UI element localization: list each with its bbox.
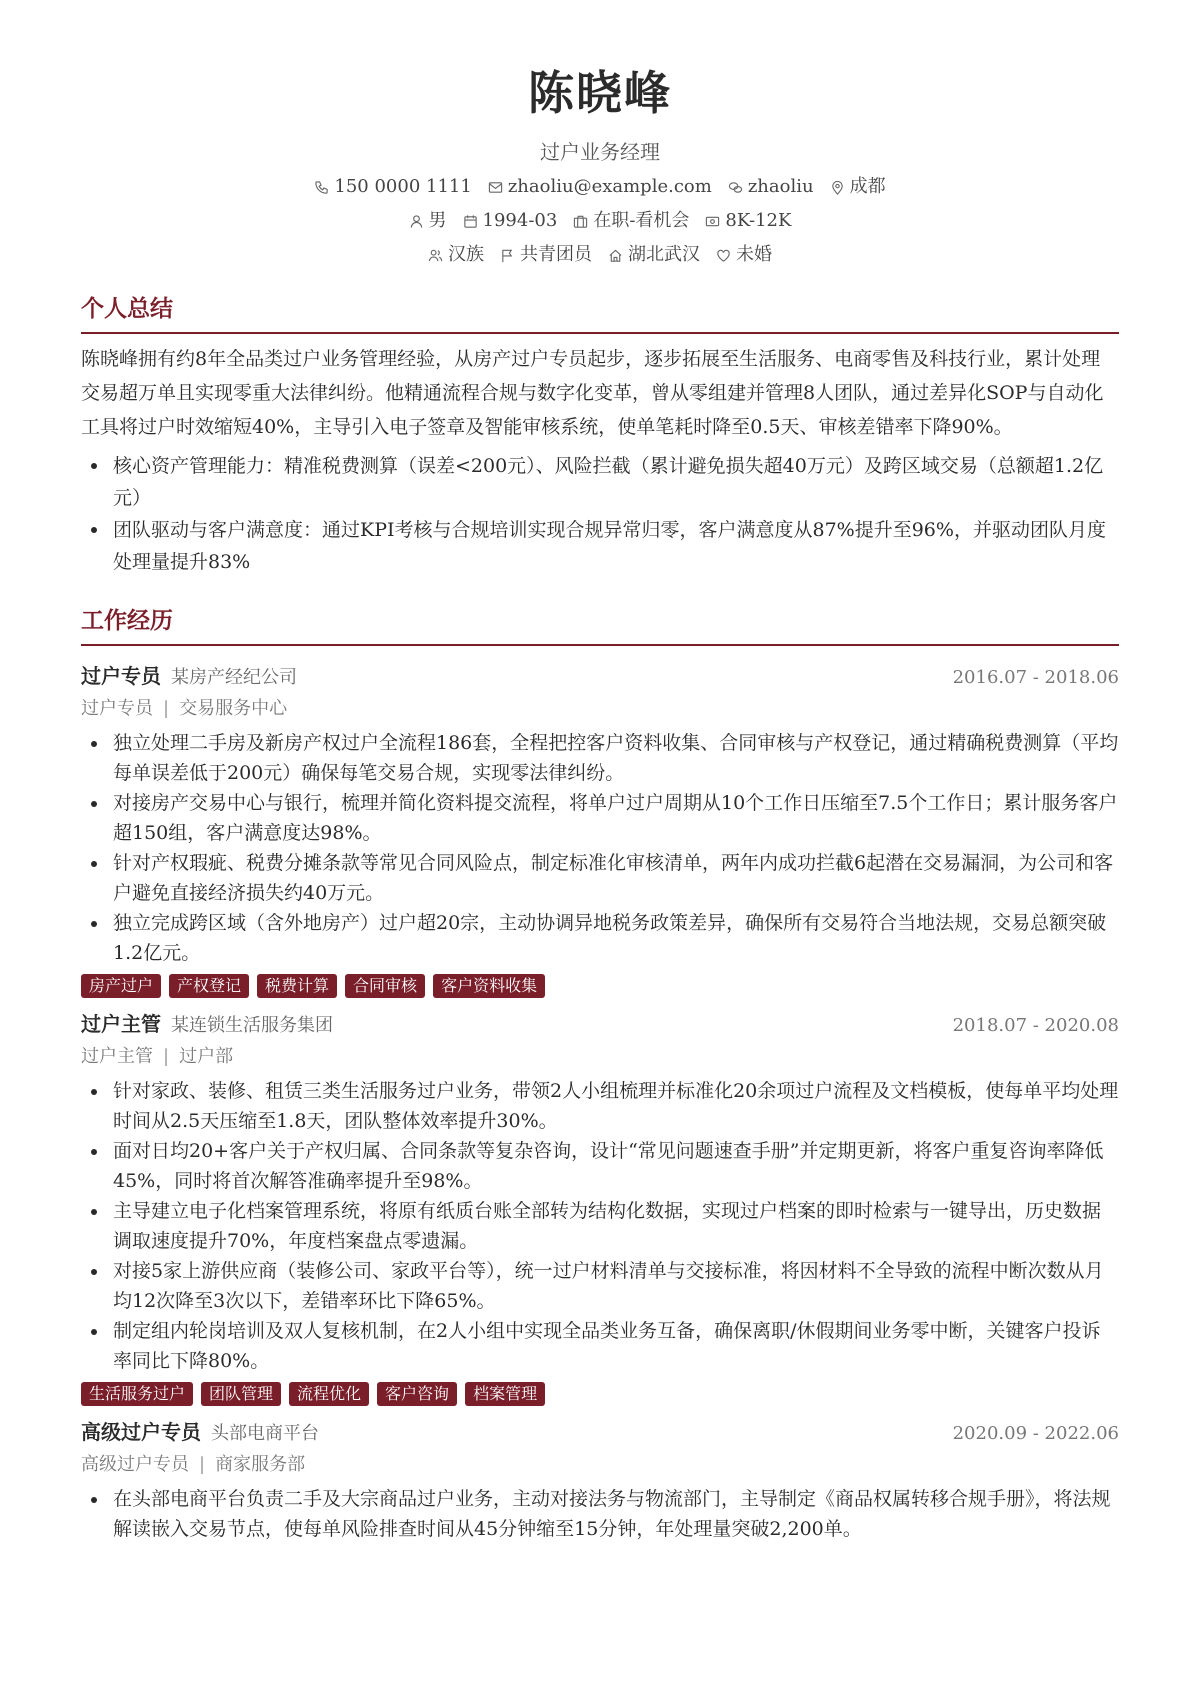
job-bullet: 制定组内轮岗培训及双人复核机制，在2人小组中实现全品类业务互备，确保离职/休假期间业务零中断，关键客户投诉率同比下降80%。 — [81, 1316, 1119, 1376]
info-text: 8K-12K — [725, 210, 792, 231]
skill-tag: 产权登记 — [169, 974, 249, 998]
job-bullet: 对接房产交易中心与银行，梳理并简化资料提交流程，将单户过户周期从10个工作日压缩至7.5个工作日；累计服务客户超150组，客户满意度达98%。 — [81, 788, 1119, 848]
job-title-group — [81, 1416, 319, 1450]
info-item — [488, 174, 712, 200]
info-text: zhaoliu@example.com — [507, 176, 712, 197]
heart-icon — [716, 248, 731, 263]
skill-tag: 税费计算 — [257, 974, 337, 998]
calendar-icon — [463, 214, 478, 229]
job-company: 某连锁生活服务集团 — [171, 1015, 333, 1036]
job-entry — [81, 1008, 1119, 1406]
separator: | — [163, 1046, 170, 1067]
mail-icon — [488, 180, 503, 195]
job-date: 2018.07 - 2020.08 — [952, 1015, 1119, 1036]
personal-info-row — [81, 208, 1119, 234]
info-item — [314, 174, 471, 200]
job-bullet: 在头部电商平台负责二手及大宗商品过户业务，主动对接法务与物流部门，主导制定《商品权属转移合规手册》，将法规解读嵌入交易节点，使每单风险排查时间从45分钟缩至15分钟，年处理量突破2,200单。 — [81, 1484, 1119, 1544]
info-text: 150 0000 1111 — [334, 176, 472, 197]
summary-paragraph: 陈晓峰拥有约8年全品类过户业务管理经验，从房产过户专员起步，逐步拓展至生活服务、电商零售及科技行业，累计处理交易超万单且实现零重大法律纠纷。他精通流程合规与数字化变革，曾从零组建并管理8人团队，通过差异化SOP与自动化工具将过户时效缩短40%，主导引入电子签章及智能审核系统，使单笔耗时降至0.5天、审核差错率下降90%。 — [81, 348, 1104, 438]
info-item — [463, 208, 558, 234]
skill-tag: 流程优化 — [289, 1382, 369, 1406]
job-date: 2016.07 - 2018.06 — [952, 667, 1119, 688]
job-title: 高级过户专员 — [81, 1420, 201, 1444]
job-bullet: 对接5家上游供应商（装修公司、家政平台等），统一过户材料清单与交接标准，将因材料不全导致的流程中断次数从月均12次降至3次以下，差错率环比下降65%。 — [81, 1256, 1119, 1316]
job-title: 过户主管 — [81, 1012, 161, 1036]
skill-tag: 客户咨询 — [377, 1382, 457, 1406]
summary-bullet: 团队驱动与客户满意度：通过KPI考核与合规培训实现合规异常归零，客户满意度从87%提升至96%，并驱动团队月度处理量提升83% — [81, 514, 1119, 578]
skill-tag: 房产过户 — [81, 974, 161, 998]
separator: | — [163, 698, 170, 719]
job-bullet: 独立完成跨区域（含外地房产）过户超20宗，主动协调异地税务政策差异，确保所有交易符合当地法规，交易总额突破1.2亿元。 — [81, 908, 1119, 968]
info-text: 1994-03 — [482, 210, 558, 231]
info-item — [428, 242, 484, 268]
info-item — [728, 174, 814, 200]
info-item — [705, 208, 791, 234]
job-title-group — [81, 660, 297, 694]
candidate-name: 陈晓峰 — [528, 66, 672, 120]
job-entry — [81, 1416, 1119, 1544]
skill-tag: 团队管理 — [201, 1382, 281, 1406]
contact-row — [81, 174, 1119, 200]
job-subtitle — [81, 1042, 1119, 1072]
job-bullet: 针对家政、装修、租赁三类生活服务过户业务，带领2人小组梳理并标准化20余项过户流程及文档模板，使每单平均处理时间从2.5天压缩至1.8天，团队整体效率提升30%。 — [81, 1076, 1119, 1136]
job-tags — [81, 974, 1119, 998]
info-item — [500, 242, 592, 268]
job-position: 过户专员 — [81, 698, 153, 719]
job-date: 2020.09 - 2022.06 — [952, 1423, 1119, 1444]
summary-bullet: 核心资产管理能力：精准税费测算（误差<200元）、风险拦截（累计避免损失超40万元）及跨区域交易（总额超1.2亿元） — [81, 450, 1119, 514]
summary-section-title: 个人总结 — [81, 294, 1119, 334]
skill-tag: 客户资料收集 — [433, 974, 545, 998]
wechat-icon — [728, 180, 743, 195]
job-bullet: 主导建立电子化档案管理系统，将原有纸质台账全部转为结构化数据，实现过户档案的即时检索与一键导出，历史数据调取速度提升70%，年度档案盘点零遗漏。 — [81, 1196, 1119, 1256]
job-bullet: 独立处理二手房及新房产权过户全流程186套，全程把控客户资料收集、合同审核与产权登记，通过精确税费测算（平均每单误差低于200元）确保每笔交易合规，实现零法律纠纷。 — [81, 728, 1119, 788]
job-tags — [81, 1382, 1119, 1406]
job-position: 过户主管 — [81, 1046, 153, 1067]
candidate-role: 过户业务经理 — [540, 140, 660, 164]
summary-bullets — [81, 450, 1119, 578]
info-text: 成都 — [849, 176, 886, 197]
skill-tag: 合同审核 — [345, 974, 425, 998]
job-header — [81, 1008, 1119, 1042]
people-icon — [428, 248, 443, 263]
job-bullets — [81, 728, 1119, 968]
home-icon — [608, 248, 623, 263]
info-item — [830, 174, 886, 200]
flag-icon — [500, 248, 515, 263]
experience-list — [81, 660, 1119, 1544]
skill-tag: 档案管理 — [465, 1382, 545, 1406]
money-icon — [705, 214, 720, 229]
info-item — [409, 208, 447, 234]
info-item — [573, 208, 689, 234]
location-icon — [830, 180, 845, 195]
job-bullets — [81, 1484, 1119, 1544]
job-company: 头部电商平台 — [211, 1423, 319, 1444]
info-text: 在职-看机会 — [593, 210, 690, 231]
job-department: 交易服务中心 — [179, 698, 288, 719]
info-text: 汉族 — [448, 244, 484, 265]
info-item — [608, 242, 700, 268]
info-item — [716, 242, 772, 268]
job-department: 过户部 — [179, 1046, 234, 1067]
job-entry — [81, 660, 1119, 998]
extra-info-row — [81, 242, 1119, 268]
job-bullet: 针对产权瑕疵、税费分摊条款等常见合同风险点，制定标准化审核清单，两年内成功拦截6起潜在交易漏洞，为公司和客户避免直接经济损失约40万元。 — [81, 848, 1119, 908]
job-title: 过户专员 — [81, 664, 161, 688]
job-header — [81, 660, 1119, 694]
info-text: 未婚 — [736, 244, 772, 265]
job-subtitle — [81, 1450, 1119, 1480]
info-text: 男 — [428, 210, 447, 231]
info-text: zhaoliu — [747, 176, 814, 197]
info-text: 湖北武汉 — [628, 244, 700, 265]
job-bullet: 面对日均20+客户关于产权归属、合同条款等复杂咨询，设计“常见问题速查手册”并定期更新，将客户重复咨询率降低45%，同时将首次解答准确率提升至98%。 — [81, 1136, 1119, 1196]
user-icon — [409, 214, 424, 229]
job-subtitle — [81, 694, 1119, 724]
job-position: 高级过户专员 — [81, 1454, 189, 1475]
briefcase-icon — [573, 214, 588, 229]
job-title-group — [81, 1008, 333, 1042]
job-bullets — [81, 1076, 1119, 1376]
phone-icon — [314, 180, 329, 195]
job-department: 商家服务部 — [215, 1454, 306, 1475]
resume-header — [81, 0, 1119, 268]
skill-tag: 生活服务过户 — [81, 1382, 193, 1406]
job-header — [81, 1416, 1119, 1450]
separator: | — [199, 1454, 206, 1475]
info-text: 共青团员 — [520, 244, 592, 265]
experience-section-title: 工作经历 — [81, 606, 1119, 646]
job-company: 某房产经纪公司 — [171, 667, 297, 688]
